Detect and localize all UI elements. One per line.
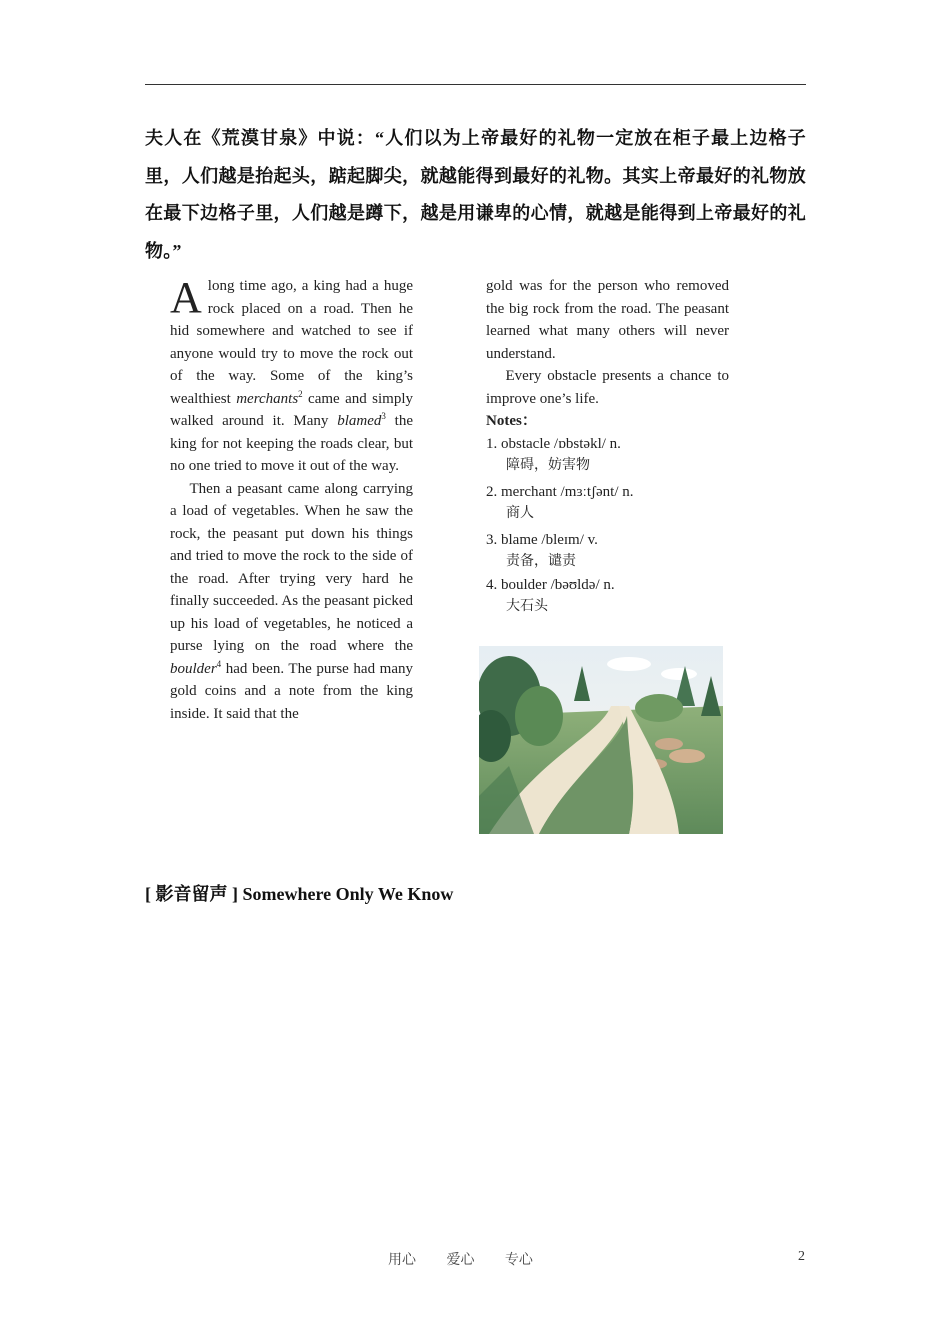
note-item [486,529,729,574]
story-paragraph-1 [170,275,413,478]
note-term: 3. blame /bleɪm/ v. [486,531,598,548]
path-landscape-illustration [479,646,723,834]
story-text: had been. The purse had many gold coins and a note from the king inside. It said that the [170,660,413,722]
footer-word: 专心 [504,1252,533,1268]
story-text: Then a peasant came along carrying a load of vegetables. When he saw the rock, the peasant put down his things and tried to move the rock to the side of the road. After trying very hard he finally succeeded. As the peasant picked up his load of vegetables, he noticed a purse lying on the road where the [170,480,413,654]
intro-paragraph: 夫人在《荒漠甘泉》中说：“人们以为上帝最好的礼物一定放在柜子最上边格子里，人们越是抬起头，踮起脚尖，就越能得到最好的礼物。其实上帝最好的礼物放在最下边格子里，人们越是蹲下，越是用谦卑的心情，就越是能得到上帝最好的礼物。” [145,128,806,261]
footnote-ref-2: 2 [298,388,303,399]
note-gloss: 责备，谴责 [506,554,576,569]
story-column-left [170,275,413,725]
story-paragraph-4: Every obstacle presents a chance to improve one’s life. [486,368,729,407]
story-paragraph-3: gold was for the person who removed the big rock from the road. The peasant learned what many others will never understand. [486,278,729,362]
header-rule [145,84,806,85]
note-item [486,433,729,478]
word-blamed: blamed [337,413,382,429]
note-item [486,574,729,619]
page-number: 2 [798,1249,805,1264]
note-item [486,481,729,526]
note-term: 2. merchant /mɜːtʃənt/ n. [486,483,634,500]
notes-heading: Notes： [486,413,537,429]
drop-cap: A [170,273,202,322]
footer-word: 用心 [388,1252,416,1268]
footer-word: 爱心 [446,1252,475,1268]
story-text: the king for not keeping the roads clear, but no one tried to move it out of the way. [170,413,413,474]
note-gloss: 大石头 [506,599,548,614]
note-term: 4. boulder /bəʊldə/ n. [486,576,615,593]
note-term: 1. obstacle /ɒbstəkl/ n. [486,435,621,452]
story-paragraph-2 [170,478,413,726]
word-boulder: boulder [170,660,217,677]
story-text: came and simply walked around it. Many [170,390,413,429]
story-text: long time ago, a king had a huge rock placed on a road. Then he hid somewhere and watched to see if anyone would try to move the rock out of the way. Some of the king’s wealthiest [170,278,413,407]
note-gloss: 障碍，妨害物 [506,458,590,473]
media-line: [ 影音留声 ] Somewhere Only We Know [145,884,454,904]
footnote-ref-4: 4 [216,658,222,669]
footer-motto [388,1249,559,1269]
word-merchants: merchants [236,390,299,407]
note-gloss: 商人 [506,506,534,521]
story-column-right [486,275,729,619]
footnote-ref-3: 3 [381,411,386,421]
